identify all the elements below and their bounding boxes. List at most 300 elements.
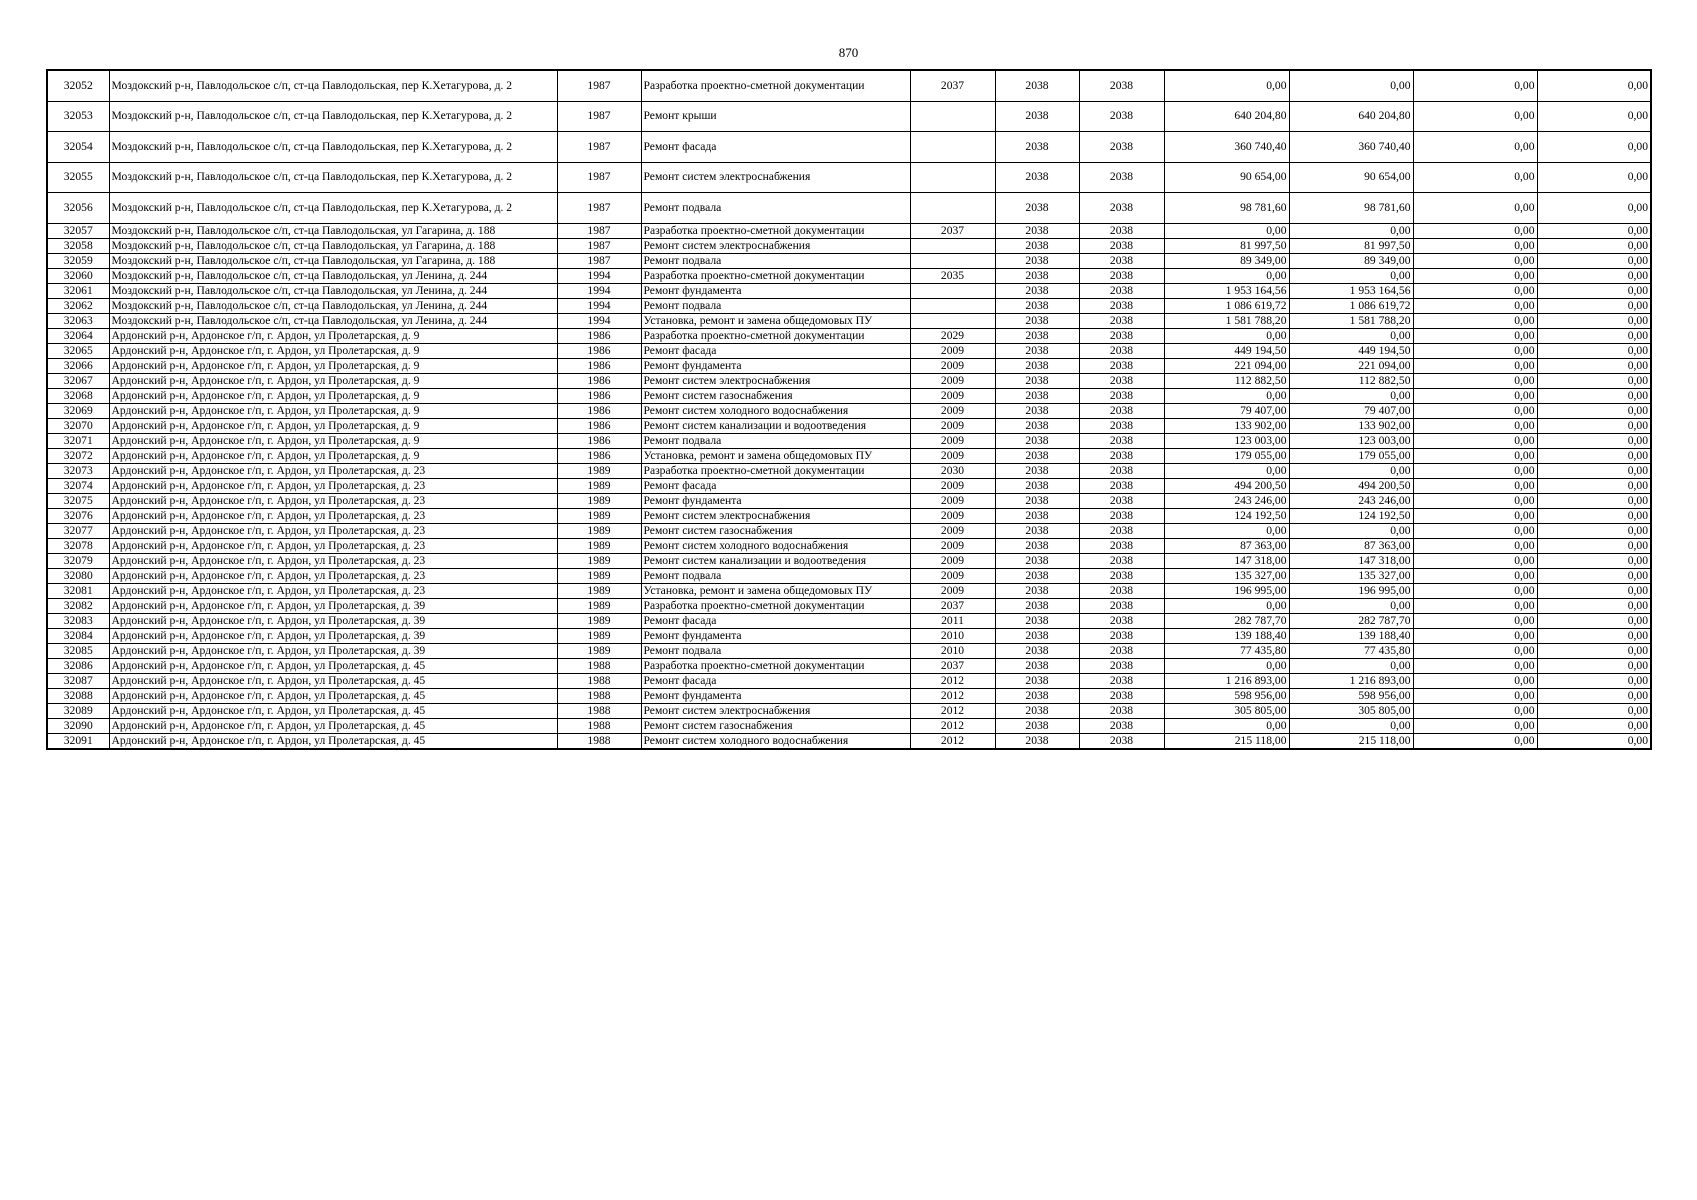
table-row xyxy=(47,718,1651,733)
start-year-cell: 2038 xyxy=(995,193,1079,224)
budget-cost-cell: 0,00 xyxy=(1413,193,1537,224)
budget-cost-cell: 0,00 xyxy=(1413,238,1537,253)
build-year-cell: 1989 xyxy=(557,643,641,658)
table-row xyxy=(47,463,1651,478)
last-repair-year-cell: 2009 xyxy=(910,388,995,403)
budget-cost-cell: 0,00 xyxy=(1413,418,1537,433)
other-cost-cell: 0,00 xyxy=(1537,613,1651,628)
start-year-cell: 2038 xyxy=(995,688,1079,703)
end-year-cell: 2038 xyxy=(1079,538,1164,553)
row-id-cell: 32065 xyxy=(47,343,109,358)
budget-cost-cell: 0,00 xyxy=(1413,553,1537,568)
work-type-cell: Ремонт систем холодного водоснабжения xyxy=(641,403,910,418)
row-id-cell: 32081 xyxy=(47,583,109,598)
end-year-cell: 2038 xyxy=(1079,553,1164,568)
build-year-cell: 1989 xyxy=(557,538,641,553)
work-type-cell: Ремонт подвала xyxy=(641,193,910,224)
total-cost-cell: 179 055,00 xyxy=(1164,448,1289,463)
budget-cost-cell: 0,00 xyxy=(1413,508,1537,523)
address-cell: Ардонский р-н, Ардонское г/п, г. Ардон, ул Пролетарская, д. 23 xyxy=(109,463,557,478)
total-cost-cell: 0,00 xyxy=(1164,223,1289,238)
other-cost-cell: 0,00 xyxy=(1537,238,1651,253)
table-row xyxy=(47,493,1651,508)
budget-cost-cell: 0,00 xyxy=(1413,733,1537,749)
other-cost-cell: 0,00 xyxy=(1537,508,1651,523)
build-year-cell: 1987 xyxy=(557,70,641,101)
total-cost-cell: 133 902,00 xyxy=(1164,418,1289,433)
end-year-cell: 2038 xyxy=(1079,388,1164,403)
work-type-cell: Ремонт подвала xyxy=(641,253,910,268)
other-cost-cell: 0,00 xyxy=(1537,658,1651,673)
row-id-cell: 32067 xyxy=(47,373,109,388)
address-cell: Моздокский р-н, Павлодольское с/п, ст-ца Павлодольская, ул Ленина, д. 244 xyxy=(109,298,557,313)
other-cost-cell: 0,00 xyxy=(1537,388,1651,403)
work-type-cell: Ремонт систем электроснабжения xyxy=(641,508,910,523)
address-cell: Моздокский р-н, Павлодольское с/п, ст-ца Павлодольская, ул Гагарина, д. 188 xyxy=(109,223,557,238)
work-type-cell: Ремонт фасада xyxy=(641,478,910,493)
total-cost-cell: 139 188,40 xyxy=(1164,628,1289,643)
total-cost-cell: 0,00 xyxy=(1164,718,1289,733)
last-repair-year-cell: 2009 xyxy=(910,343,995,358)
work-type-cell: Установка, ремонт и замена общедомовых ПУ xyxy=(641,583,910,598)
address-cell: Ардонский р-н, Ардонское г/п, г. Ардон, ул Пролетарская, д. 45 xyxy=(109,673,557,688)
end-year-cell: 2038 xyxy=(1079,253,1164,268)
work-type-cell: Ремонт систем газоснабжения xyxy=(641,523,910,538)
start-year-cell: 2038 xyxy=(995,508,1079,523)
fund-cost-cell: 1 581 788,20 xyxy=(1289,313,1413,328)
budget-cost-cell: 0,00 xyxy=(1413,613,1537,628)
end-year-cell: 2038 xyxy=(1079,403,1164,418)
budget-cost-cell: 0,00 xyxy=(1413,358,1537,373)
budget-cost-cell: 0,00 xyxy=(1413,70,1537,101)
row-id-cell: 32080 xyxy=(47,568,109,583)
total-cost-cell: 89 349,00 xyxy=(1164,253,1289,268)
start-year-cell: 2038 xyxy=(995,643,1079,658)
total-cost-cell: 98 781,60 xyxy=(1164,193,1289,224)
address-cell: Моздокский р-н, Павлодольское с/п, ст-ца Павлодольская, пер К.Хетагурова, д. 2 xyxy=(109,132,557,163)
row-id-cell: 32066 xyxy=(47,358,109,373)
address-cell: Ардонский р-н, Ардонское г/п, г. Ардон, ул Пролетарская, д. 23 xyxy=(109,478,557,493)
last-repair-year-cell xyxy=(910,132,995,163)
address-cell: Ардонский р-н, Ардонское г/п, г. Ардон, ул Пролетарская, д. 9 xyxy=(109,388,557,403)
start-year-cell: 2038 xyxy=(995,478,1079,493)
fund-cost-cell: 98 781,60 xyxy=(1289,193,1413,224)
build-year-cell: 1988 xyxy=(557,658,641,673)
total-cost-cell: 0,00 xyxy=(1164,70,1289,101)
build-year-cell: 1989 xyxy=(557,478,641,493)
address-cell: Ардонский р-н, Ардонское г/п, г. Ардон, ул Пролетарская, д. 23 xyxy=(109,523,557,538)
table-row xyxy=(47,643,1651,658)
budget-cost-cell: 0,00 xyxy=(1413,298,1537,313)
end-year-cell: 2038 xyxy=(1079,598,1164,613)
fund-cost-cell: 215 118,00 xyxy=(1289,733,1413,749)
budget-cost-cell: 0,00 xyxy=(1413,313,1537,328)
work-type-cell: Ремонт систем электроснабжения xyxy=(641,373,910,388)
fund-cost-cell: 243 246,00 xyxy=(1289,493,1413,508)
address-cell: Моздокский р-н, Павлодольское с/п, ст-ца Павлодольская, пер К.Хетагурова, д. 2 xyxy=(109,162,557,193)
other-cost-cell: 0,00 xyxy=(1537,418,1651,433)
table-row xyxy=(47,628,1651,643)
total-cost-cell: 449 194,50 xyxy=(1164,343,1289,358)
start-year-cell: 2038 xyxy=(995,328,1079,343)
other-cost-cell: 0,00 xyxy=(1537,553,1651,568)
build-year-cell: 1987 xyxy=(557,223,641,238)
budget-cost-cell: 0,00 xyxy=(1413,493,1537,508)
address-cell: Ардонский р-н, Ардонское г/п, г. Ардон, ул Пролетарская, д. 23 xyxy=(109,493,557,508)
start-year-cell: 2038 xyxy=(995,718,1079,733)
row-id-cell: 32086 xyxy=(47,658,109,673)
fund-cost-cell: 0,00 xyxy=(1289,268,1413,283)
build-year-cell: 1994 xyxy=(557,298,641,313)
row-id-cell: 32078 xyxy=(47,538,109,553)
total-cost-cell: 598 956,00 xyxy=(1164,688,1289,703)
start-year-cell: 2038 xyxy=(995,658,1079,673)
end-year-cell: 2038 xyxy=(1079,703,1164,718)
budget-cost-cell: 0,00 xyxy=(1413,253,1537,268)
row-id-cell: 32075 xyxy=(47,493,109,508)
end-year-cell: 2038 xyxy=(1079,508,1164,523)
work-type-cell: Ремонт систем холодного водоснабжения xyxy=(641,538,910,553)
budget-cost-cell: 0,00 xyxy=(1413,688,1537,703)
end-year-cell: 2038 xyxy=(1079,193,1164,224)
table-row xyxy=(47,433,1651,448)
start-year-cell: 2038 xyxy=(995,553,1079,568)
address-cell: Ардонский р-н, Ардонское г/п, г. Ардон, ул Пролетарская, д. 9 xyxy=(109,328,557,343)
row-id-cell: 32079 xyxy=(47,553,109,568)
build-year-cell: 1989 xyxy=(557,523,641,538)
build-year-cell: 1986 xyxy=(557,328,641,343)
total-cost-cell: 282 787,70 xyxy=(1164,613,1289,628)
budget-cost-cell: 0,00 xyxy=(1413,388,1537,403)
end-year-cell: 2038 xyxy=(1079,718,1164,733)
end-year-cell: 2038 xyxy=(1079,268,1164,283)
table-row xyxy=(47,253,1651,268)
total-cost-cell: 90 654,00 xyxy=(1164,162,1289,193)
last-repair-year-cell: 2012 xyxy=(910,733,995,749)
other-cost-cell: 0,00 xyxy=(1537,283,1651,298)
start-year-cell: 2038 xyxy=(995,373,1079,388)
last-repair-year-cell: 2009 xyxy=(910,478,995,493)
last-repair-year-cell: 2009 xyxy=(910,538,995,553)
row-id-cell: 32057 xyxy=(47,223,109,238)
table-row xyxy=(47,313,1651,328)
total-cost-cell: 215 118,00 xyxy=(1164,733,1289,749)
table-row xyxy=(47,101,1651,132)
row-id-cell: 32076 xyxy=(47,508,109,523)
budget-cost-cell: 0,00 xyxy=(1413,478,1537,493)
row-id-cell: 32073 xyxy=(47,463,109,478)
work-type-cell: Ремонт фундамента xyxy=(641,358,910,373)
build-year-cell: 1986 xyxy=(557,418,641,433)
last-repair-year-cell: 2037 xyxy=(910,70,995,101)
address-cell: Ардонский р-н, Ардонское г/п, г. Ардон, ул Пролетарская, д. 45 xyxy=(109,658,557,673)
total-cost-cell: 0,00 xyxy=(1164,268,1289,283)
fund-cost-cell: 90 654,00 xyxy=(1289,162,1413,193)
budget-cost-cell: 0,00 xyxy=(1413,538,1537,553)
other-cost-cell: 0,00 xyxy=(1537,688,1651,703)
other-cost-cell: 0,00 xyxy=(1537,403,1651,418)
address-cell: Моздокский р-н, Павлодольское с/п, ст-ца Павлодольская, ул Гагарина, д. 188 xyxy=(109,238,557,253)
other-cost-cell: 0,00 xyxy=(1537,568,1651,583)
row-id-cell: 32091 xyxy=(47,733,109,749)
fund-cost-cell: 123 003,00 xyxy=(1289,433,1413,448)
table-row xyxy=(47,373,1651,388)
build-year-cell: 1989 xyxy=(557,568,641,583)
end-year-cell: 2038 xyxy=(1079,568,1164,583)
work-type-cell: Установка, ремонт и замена общедомовых ПУ xyxy=(641,448,910,463)
table-row xyxy=(47,328,1651,343)
total-cost-cell: 77 435,80 xyxy=(1164,643,1289,658)
last-repair-year-cell: 2009 xyxy=(910,568,995,583)
row-id-cell: 32068 xyxy=(47,388,109,403)
row-id-cell: 32077 xyxy=(47,523,109,538)
start-year-cell: 2038 xyxy=(995,223,1079,238)
fund-cost-cell: 124 192,50 xyxy=(1289,508,1413,523)
other-cost-cell: 0,00 xyxy=(1537,193,1651,224)
fund-cost-cell: 221 094,00 xyxy=(1289,358,1413,373)
row-id-cell: 32064 xyxy=(47,328,109,343)
work-type-cell: Разработка проектно-сметной документации xyxy=(641,658,910,673)
end-year-cell: 2038 xyxy=(1079,238,1164,253)
row-id-cell: 32083 xyxy=(47,613,109,628)
fund-cost-cell: 79 407,00 xyxy=(1289,403,1413,418)
other-cost-cell: 0,00 xyxy=(1537,101,1651,132)
total-cost-cell: 87 363,00 xyxy=(1164,538,1289,553)
budget-cost-cell: 0,00 xyxy=(1413,403,1537,418)
table-row xyxy=(47,703,1651,718)
build-year-cell: 1988 xyxy=(557,673,641,688)
address-cell: Ардонский р-н, Ардонское г/п, г. Ардон, ул Пролетарская, д. 45 xyxy=(109,718,557,733)
address-cell: Ардонский р-н, Ардонское г/п, г. Ардон, ул Пролетарская, д. 39 xyxy=(109,628,557,643)
budget-cost-cell: 0,00 xyxy=(1413,703,1537,718)
start-year-cell: 2038 xyxy=(995,433,1079,448)
start-year-cell: 2038 xyxy=(995,463,1079,478)
budget-cost-cell: 0,00 xyxy=(1413,463,1537,478)
end-year-cell: 2038 xyxy=(1079,733,1164,749)
fund-cost-cell: 449 194,50 xyxy=(1289,343,1413,358)
last-repair-year-cell: 2012 xyxy=(910,673,995,688)
table-row xyxy=(47,162,1651,193)
row-id-cell: 32084 xyxy=(47,628,109,643)
table-row xyxy=(47,358,1651,373)
build-year-cell: 1989 xyxy=(557,628,641,643)
table-row xyxy=(47,733,1651,749)
address-cell: Ардонский р-н, Ардонское г/п, г. Ардон, ул Пролетарская, д. 45 xyxy=(109,733,557,749)
start-year-cell: 2038 xyxy=(995,673,1079,688)
start-year-cell: 2038 xyxy=(995,253,1079,268)
last-repair-year-cell: 2009 xyxy=(910,418,995,433)
row-id-cell: 32058 xyxy=(47,238,109,253)
fund-cost-cell: 0,00 xyxy=(1289,598,1413,613)
fund-cost-cell: 360 740,40 xyxy=(1289,132,1413,163)
work-type-cell: Ремонт подвала xyxy=(641,643,910,658)
build-year-cell: 1989 xyxy=(557,583,641,598)
work-type-cell: Ремонт фасада xyxy=(641,132,910,163)
other-cost-cell: 0,00 xyxy=(1537,523,1651,538)
end-year-cell: 2038 xyxy=(1079,613,1164,628)
start-year-cell: 2038 xyxy=(995,538,1079,553)
row-id-cell: 32060 xyxy=(47,268,109,283)
table-row xyxy=(47,70,1651,101)
fund-cost-cell: 89 349,00 xyxy=(1289,253,1413,268)
start-year-cell: 2038 xyxy=(995,613,1079,628)
table-row xyxy=(47,508,1651,523)
fund-cost-cell: 1 216 893,00 xyxy=(1289,673,1413,688)
table-row xyxy=(47,193,1651,224)
work-type-cell: Ремонт фундамента xyxy=(641,688,910,703)
start-year-cell: 2038 xyxy=(995,448,1079,463)
last-repair-year-cell: 2009 xyxy=(910,358,995,373)
end-year-cell: 2038 xyxy=(1079,478,1164,493)
table-row xyxy=(47,418,1651,433)
other-cost-cell: 0,00 xyxy=(1537,493,1651,508)
total-cost-cell: 1 953 164,56 xyxy=(1164,283,1289,298)
work-type-cell: Ремонт фундамента xyxy=(641,493,910,508)
last-repair-year-cell: 2035 xyxy=(910,268,995,283)
work-type-cell: Ремонт фасада xyxy=(641,673,910,688)
work-type-cell: Ремонт фасада xyxy=(641,343,910,358)
budget-cost-cell: 0,00 xyxy=(1413,101,1537,132)
table-row xyxy=(47,553,1651,568)
row-id-cell: 32072 xyxy=(47,448,109,463)
row-id-cell: 32069 xyxy=(47,403,109,418)
work-type-cell: Ремонт подвала xyxy=(641,298,910,313)
other-cost-cell: 0,00 xyxy=(1537,733,1651,749)
build-year-cell: 1987 xyxy=(557,132,641,163)
table-row xyxy=(47,132,1651,163)
build-year-cell: 1989 xyxy=(557,598,641,613)
start-year-cell: 2038 xyxy=(995,101,1079,132)
row-id-cell: 32054 xyxy=(47,132,109,163)
other-cost-cell: 0,00 xyxy=(1537,718,1651,733)
total-cost-cell: 79 407,00 xyxy=(1164,403,1289,418)
budget-cost-cell: 0,00 xyxy=(1413,448,1537,463)
work-type-cell: Установка, ремонт и замена общедомовых ПУ xyxy=(641,313,910,328)
end-year-cell: 2038 xyxy=(1079,313,1164,328)
total-cost-cell: 243 246,00 xyxy=(1164,493,1289,508)
build-year-cell: 1988 xyxy=(557,688,641,703)
fund-cost-cell: 0,00 xyxy=(1289,388,1413,403)
row-id-cell: 32089 xyxy=(47,703,109,718)
other-cost-cell: 0,00 xyxy=(1537,643,1651,658)
last-repair-year-cell xyxy=(910,313,995,328)
end-year-cell: 2038 xyxy=(1079,328,1164,343)
other-cost-cell: 0,00 xyxy=(1537,253,1651,268)
end-year-cell: 2038 xyxy=(1079,283,1164,298)
budget-cost-cell: 0,00 xyxy=(1413,132,1537,163)
last-repair-year-cell: 2010 xyxy=(910,643,995,658)
other-cost-cell: 0,00 xyxy=(1537,538,1651,553)
start-year-cell: 2038 xyxy=(995,703,1079,718)
fund-cost-cell: 0,00 xyxy=(1289,463,1413,478)
other-cost-cell: 0,00 xyxy=(1537,328,1651,343)
end-year-cell: 2038 xyxy=(1079,373,1164,388)
last-repair-year-cell: 2009 xyxy=(910,448,995,463)
row-id-cell: 32071 xyxy=(47,433,109,448)
start-year-cell: 2038 xyxy=(995,268,1079,283)
fund-cost-cell: 0,00 xyxy=(1289,328,1413,343)
work-type-cell: Ремонт систем канализации и водоотведения xyxy=(641,553,910,568)
fund-cost-cell: 112 882,50 xyxy=(1289,373,1413,388)
budget-cost-cell: 0,00 xyxy=(1413,268,1537,283)
fund-cost-cell: 81 997,50 xyxy=(1289,238,1413,253)
start-year-cell: 2038 xyxy=(995,162,1079,193)
budget-cost-cell: 0,00 xyxy=(1413,583,1537,598)
table-row xyxy=(47,673,1651,688)
other-cost-cell: 0,00 xyxy=(1537,463,1651,478)
budget-cost-cell: 0,00 xyxy=(1413,643,1537,658)
table-row xyxy=(47,283,1651,298)
start-year-cell: 2038 xyxy=(995,733,1079,749)
other-cost-cell: 0,00 xyxy=(1537,358,1651,373)
end-year-cell: 2038 xyxy=(1079,162,1164,193)
build-year-cell: 1988 xyxy=(557,733,641,749)
other-cost-cell: 0,00 xyxy=(1537,673,1651,688)
end-year-cell: 2038 xyxy=(1079,583,1164,598)
budget-cost-cell: 0,00 xyxy=(1413,523,1537,538)
fund-cost-cell: 147 318,00 xyxy=(1289,553,1413,568)
work-type-cell: Разработка проектно-сметной документации xyxy=(641,598,910,613)
fund-cost-cell: 77 435,80 xyxy=(1289,643,1413,658)
start-year-cell: 2038 xyxy=(995,70,1079,101)
other-cost-cell: 0,00 xyxy=(1537,343,1651,358)
total-cost-cell: 0,00 xyxy=(1164,463,1289,478)
work-type-cell: Ремонт фундамента xyxy=(641,283,910,298)
budget-cost-cell: 0,00 xyxy=(1413,433,1537,448)
other-cost-cell: 0,00 xyxy=(1537,132,1651,163)
fund-cost-cell: 282 787,70 xyxy=(1289,613,1413,628)
table-row xyxy=(47,223,1651,238)
last-repair-year-cell: 2009 xyxy=(910,508,995,523)
build-year-cell: 1994 xyxy=(557,268,641,283)
last-repair-year-cell: 2009 xyxy=(910,373,995,388)
last-repair-year-cell: 2009 xyxy=(910,493,995,508)
end-year-cell: 2038 xyxy=(1079,101,1164,132)
address-cell: Ардонский р-н, Ардонское г/п, г. Ардон, ул Пролетарская, д. 9 xyxy=(109,373,557,388)
table-row xyxy=(47,478,1651,493)
work-type-cell: Разработка проектно-сметной документации xyxy=(641,268,910,283)
fund-cost-cell: 1 086 619,72 xyxy=(1289,298,1413,313)
other-cost-cell: 0,00 xyxy=(1537,478,1651,493)
total-cost-cell: 640 204,80 xyxy=(1164,101,1289,132)
row-id-cell: 32070 xyxy=(47,418,109,433)
total-cost-cell: 1 086 619,72 xyxy=(1164,298,1289,313)
start-year-cell: 2038 xyxy=(995,388,1079,403)
total-cost-cell: 135 327,00 xyxy=(1164,568,1289,583)
work-type-cell: Ремонт подвала xyxy=(641,568,910,583)
build-year-cell: 1989 xyxy=(557,553,641,568)
row-id-cell: 32088 xyxy=(47,688,109,703)
last-repair-year-cell: 2012 xyxy=(910,703,995,718)
fund-cost-cell: 494 200,50 xyxy=(1289,478,1413,493)
fund-cost-cell: 305 805,00 xyxy=(1289,703,1413,718)
fund-cost-cell: 139 188,40 xyxy=(1289,628,1413,643)
row-id-cell: 32090 xyxy=(47,718,109,733)
row-id-cell: 32085 xyxy=(47,643,109,658)
last-repair-year-cell: 2009 xyxy=(910,433,995,448)
address-cell: Ардонский р-н, Ардонское г/п, г. Ардон, ул Пролетарская, д. 23 xyxy=(109,553,557,568)
row-id-cell: 32061 xyxy=(47,283,109,298)
other-cost-cell: 0,00 xyxy=(1537,70,1651,101)
start-year-cell: 2038 xyxy=(995,418,1079,433)
start-year-cell: 2038 xyxy=(995,298,1079,313)
start-year-cell: 2038 xyxy=(995,493,1079,508)
address-cell: Ардонский р-н, Ардонское г/п, г. Ардон, ул Пролетарская, д. 9 xyxy=(109,448,557,463)
budget-cost-cell: 0,00 xyxy=(1413,283,1537,298)
work-type-cell: Ремонт систем электроснабжения xyxy=(641,238,910,253)
total-cost-cell: 305 805,00 xyxy=(1164,703,1289,718)
row-id-cell: 32056 xyxy=(47,193,109,224)
